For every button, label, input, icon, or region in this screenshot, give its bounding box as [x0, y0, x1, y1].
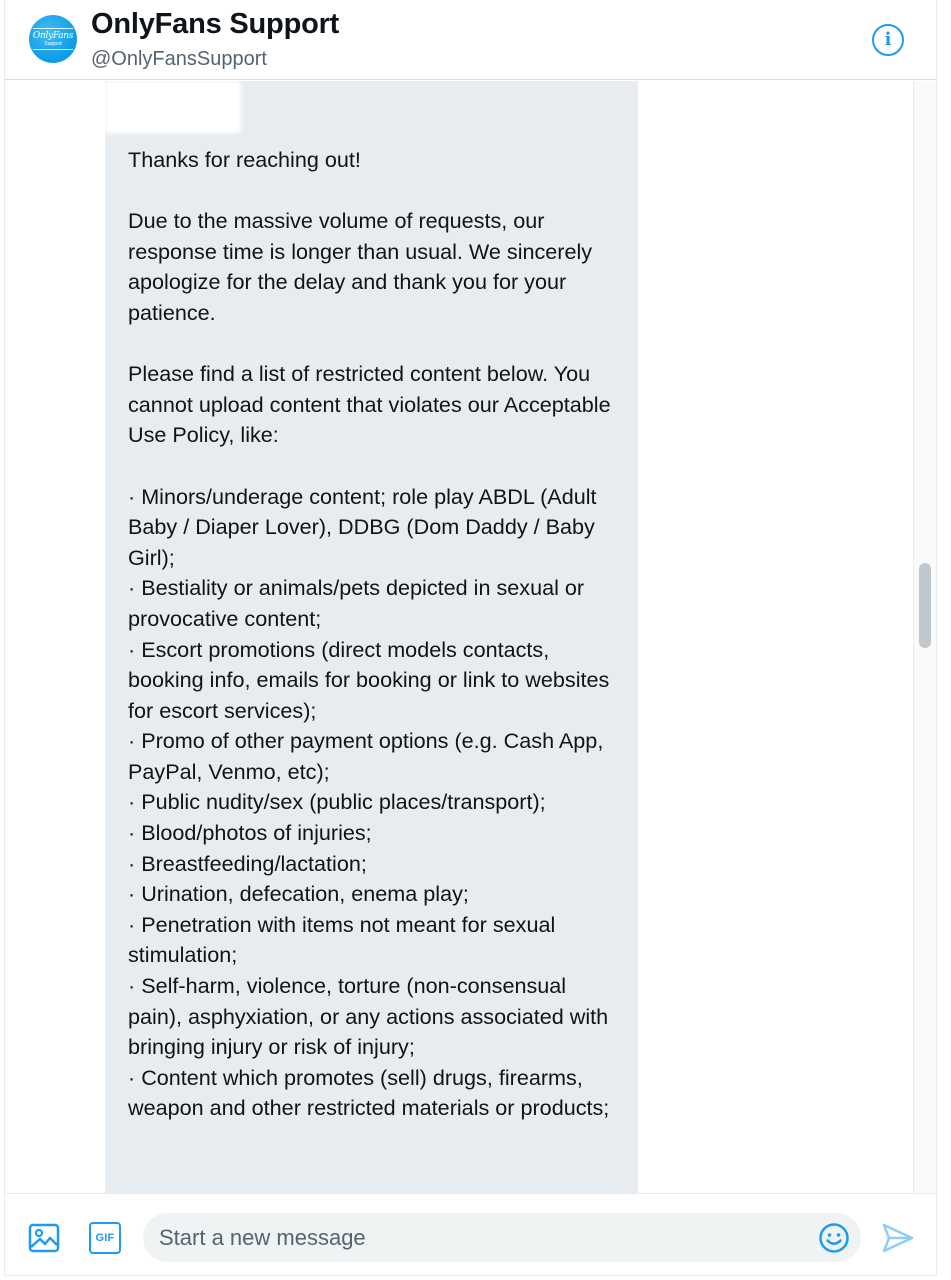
- contact-name[interactable]: OnlyFans Support: [91, 8, 340, 40]
- image-icon[interactable]: [28, 1222, 60, 1254]
- gif-icon[interactable]: GIF: [89, 1222, 121, 1254]
- contact-handle: @OnlyFansSupport: [91, 48, 267, 70]
- message-text: Thanks for reaching out! Due to the massive volume of requests, our response time is longer than usual. We sincerely apologize for the delay and thank you for your patience. Please find a list of restricted content below. You cannot upload content that violates our Acceptable Use Policy, like: · Minors/underage content; role play ABDL (Adult Baby / Diaper Lover), DDBG (Dom Daddy / Baby Girl); · Bestiality or animals/pets depicted in sexual or provocative content; · Escort promotions (direct models contacts, booking info, emails for booking or link to websites for escort services); · Promo of other payment options (e.g. Cash App, PayPal, Venmo, etc); · Public nudity/sex (public places/transport); · Blood/photos of injuries; · Breastfeeding/lactation; · Urination, defecation, enema play; · Penetration with items not meant for sexual stimulation; · Self-harm, violence, torture (non-consensual pain), asphyxiation, or any actions associated with bringing injury or risk of injury; · Content which promotes (sell) drugs, firearms, weapon and other restricted materials or products;: [128, 147, 611, 1121]
- message-input-wrapper: [143, 1213, 861, 1262]
- redacted-area: [105, 81, 241, 133]
- dm-window: [4, 0, 937, 1276]
- send-icon[interactable]: [881, 1222, 915, 1254]
- message-thread[interactable]: [5, 81, 936, 1193]
- info-icon[interactable]: i: [872, 24, 904, 56]
- onlyfans-logo: OnlyFans Support: [33, 28, 73, 50]
- emoji-icon[interactable]: [818, 1222, 850, 1254]
- conversation-header: [5, 0, 936, 80]
- message-composer: [5, 1193, 936, 1275]
- scrollbar-thumb[interactable]: [919, 563, 931, 648]
- avatar[interactable]: [29, 15, 77, 63]
- message-input[interactable]: [159, 1213, 799, 1262]
